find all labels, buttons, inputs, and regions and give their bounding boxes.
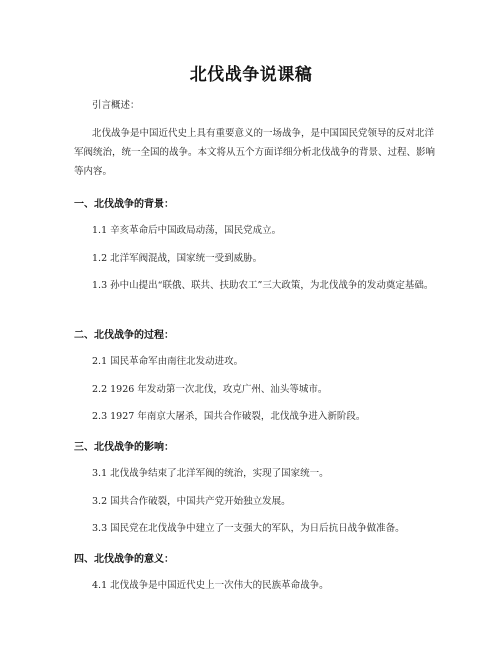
- section-heading-process: 二、北伐战争的过程：: [74, 330, 174, 341]
- list-item: 2.2 1926 年发动第一次北伐，攻克广州、汕头等城市。: [92, 384, 328, 395]
- list-item: 1.1 辛亥革命后中国政局动荡，国民党成立。: [92, 225, 282, 236]
- list-item: 2.1 国民革命军由南往北发动进攻。: [92, 356, 244, 367]
- section-heading-significance: 四、北伐战争的意义：: [74, 554, 174, 565]
- list-item: 4.1 北伐战争是中国近代史上一次伟大的民族革命战争。: [92, 580, 329, 591]
- document-title: 北伐战争说课稿: [189, 65, 313, 85]
- intro-paragraph: 北伐战争是中国近代史上具有重要意义的一场战争，是中国国民党领导的反对北洋军阀统治，统一全国的战争。本文将从五个方面详细分析北伐战争的背景、过程、影响等内容。: [74, 128, 436, 177]
- list-item: 3.2 国共合作破裂，中国共产党开始独立发展。: [92, 496, 291, 507]
- list-item: 2.3 1927 年南京大屠杀，国共合作破裂，北伐战争进入新阶段。: [92, 411, 366, 422]
- list-item: 1.2 北洋军阀混战，国家统一受到威胁。: [92, 253, 263, 264]
- intro-label: 引言概述：: [92, 100, 140, 111]
- section-heading-background: 一、北伐战争的背景：: [74, 199, 174, 210]
- list-item: 3.3 国民党在北伐战争中建立了一支强大的军队，为日后抗日战争做准备。: [92, 523, 405, 534]
- section-heading-impact: 三、北伐战争的影响：: [74, 442, 174, 453]
- list-item: 3.1 北伐战争结束了北洋军阀的统治，实现了国家统一。: [92, 468, 329, 479]
- list-item: 1.3 孙中山提出“联俄、联共、扶助农工”三大政策，为北伐战争的发动奠定基础。: [92, 280, 434, 291]
